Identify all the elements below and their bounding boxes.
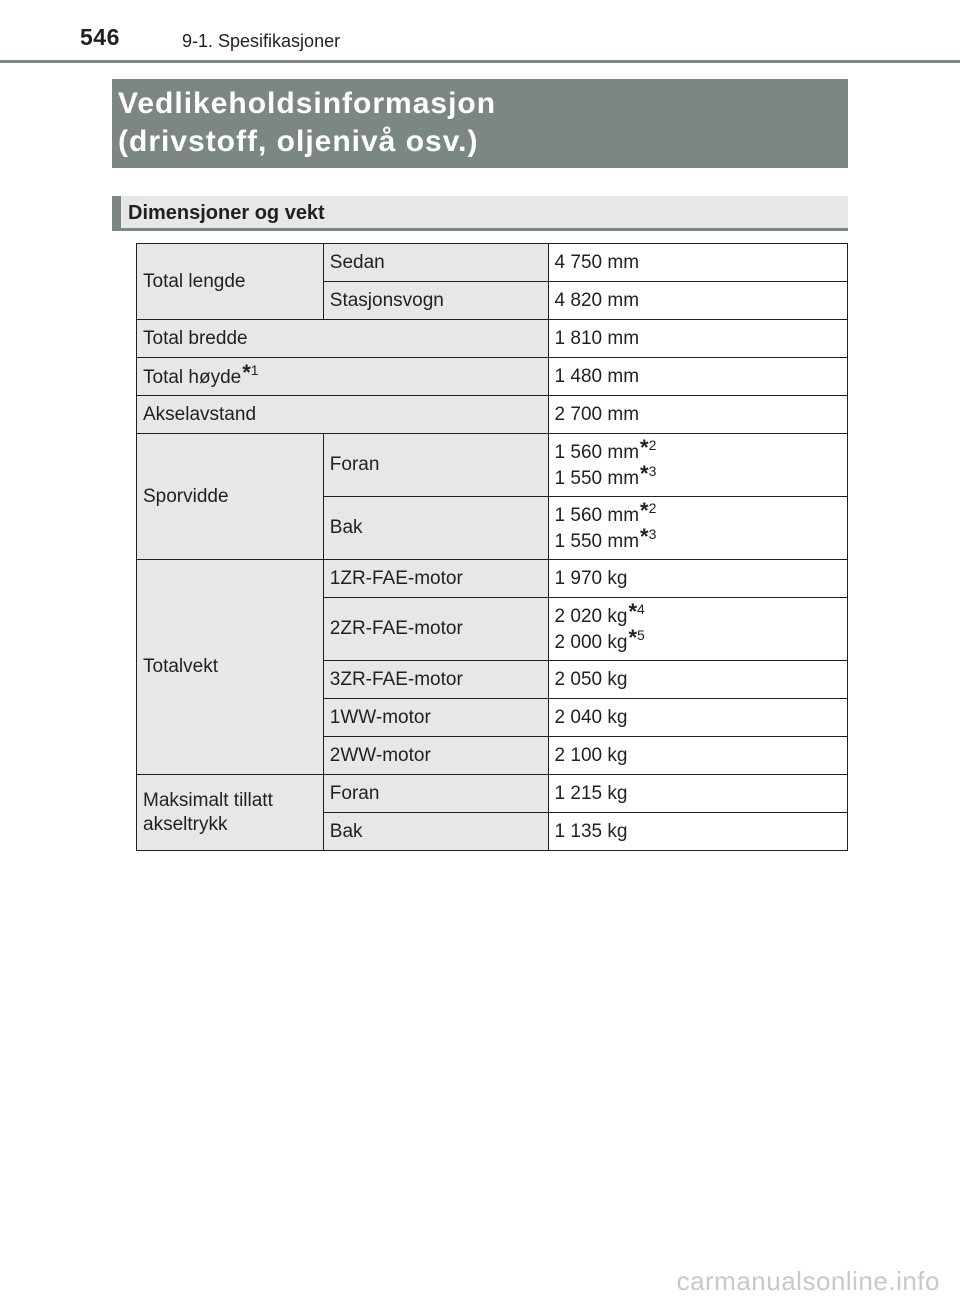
value-weight: 2 040 kg	[548, 699, 847, 737]
value-length-wagon: 4 820 mm	[548, 282, 847, 320]
sub-label-axle-rear: Bak	[323, 813, 548, 851]
section-accent	[112, 196, 121, 231]
table-row	[137, 560, 848, 598]
value-width: 1 810 mm	[548, 320, 847, 358]
sub-label-track-rear: Bak	[323, 497, 548, 560]
row-label-total-width: Total bredde	[137, 320, 549, 358]
footnote-ref: 3	[648, 463, 657, 479]
value-text: 1 560 mm	[554, 505, 640, 526]
value-weight: 2 100 kg	[548, 737, 847, 775]
row-label-track: Sporvidde	[137, 434, 324, 560]
page-header	[0, 0, 960, 66]
sub-label-axle-front: Foran	[323, 775, 548, 813]
table-row	[137, 320, 848, 358]
table-row	[137, 358, 848, 396]
row-label-total-height	[137, 358, 549, 396]
table-row	[137, 396, 848, 434]
footnote-ref: 2	[648, 437, 657, 453]
axle-label-line-1: Maksimalt tillatt	[143, 789, 273, 811]
sub-label-wagon: Stasjonsvogn	[323, 282, 548, 320]
table-row	[137, 775, 848, 813]
title-line-1: Vedlikeholdsinformasjon	[118, 87, 497, 120]
value-weight: 1 970 kg	[548, 560, 847, 598]
footnote-asterisk: *	[628, 599, 638, 624]
footnote-asterisk: *	[640, 524, 649, 549]
value-track-rear	[548, 497, 847, 560]
dimensions-weight-table	[136, 243, 848, 851]
chapter-title: 9-1. Spesifikasjoner	[182, 31, 341, 51]
value-line	[554, 498, 841, 528]
axle-label-line-2: akseltrykk	[143, 813, 228, 835]
section-heading	[112, 196, 848, 231]
footnote-asterisk: *	[640, 498, 649, 523]
value-line	[554, 524, 841, 554]
row-label-gross-weight: Totalvekt	[137, 560, 324, 775]
footnote-ref: 1	[250, 361, 259, 378]
footnote-asterisk: *	[628, 625, 638, 650]
value-track-front	[548, 434, 847, 497]
value-text: 1 560 mm	[554, 442, 640, 463]
value-line	[554, 461, 841, 491]
value-length-sedan: 4 750 mm	[548, 244, 847, 282]
value-text: 2 020 kg	[554, 606, 628, 627]
sub-label-sedan: Sedan	[323, 244, 548, 282]
table-row	[137, 434, 848, 497]
sub-label-engine: 3ZR-FAE-motor	[323, 661, 548, 699]
sub-label-engine: 1ZR-FAE-motor	[323, 560, 548, 598]
footnote-asterisk: *	[242, 359, 251, 385]
footnote-ref: 4	[637, 601, 645, 617]
value-text: 2 000 kg	[554, 632, 628, 653]
value-line	[554, 435, 841, 465]
height-label-text: Total høyde	[143, 366, 242, 388]
footnote-asterisk: *	[640, 435, 649, 460]
value-text: 1 550 mm	[554, 468, 640, 489]
section-title: Dimensjoner og vekt	[128, 202, 325, 224]
value-line	[554, 599, 841, 629]
value-weight	[548, 598, 847, 661]
watermark: carmanualsonline.info	[676, 1266, 940, 1296]
value-wheelbase: 2 700 mm	[548, 396, 847, 434]
footnote-ref: 2	[648, 500, 657, 516]
footnote-ref: 3	[648, 526, 657, 542]
table-row	[137, 244, 848, 282]
row-label-axle-load	[137, 775, 324, 851]
row-label-total-length: Total lengde	[137, 244, 324, 320]
value-line	[554, 625, 841, 655]
sub-label-track-front: Foran	[323, 434, 548, 497]
value-weight: 2 050 kg	[548, 661, 847, 699]
title-banner	[112, 79, 848, 168]
footnote-ref: 5	[637, 627, 645, 643]
sub-label-engine: 1WW-motor	[323, 699, 548, 737]
header-rule	[0, 60, 960, 63]
row-label-wheelbase: Akselavstand	[137, 396, 549, 434]
sub-label-engine: 2WW-motor	[323, 737, 548, 775]
title-line-2: (drivstoff, oljenivå osv.)	[118, 125, 479, 158]
value-axle-front: 1 215 kg	[548, 775, 847, 813]
value-text: 1 550 mm	[554, 531, 640, 552]
sub-label-engine: 2ZR-FAE-motor	[323, 598, 548, 661]
footnote-asterisk: *	[640, 461, 649, 486]
value-height: 1 480 mm	[548, 358, 847, 396]
value-axle-rear: 1 135 kg	[548, 813, 847, 851]
page-number: 546	[80, 24, 120, 50]
